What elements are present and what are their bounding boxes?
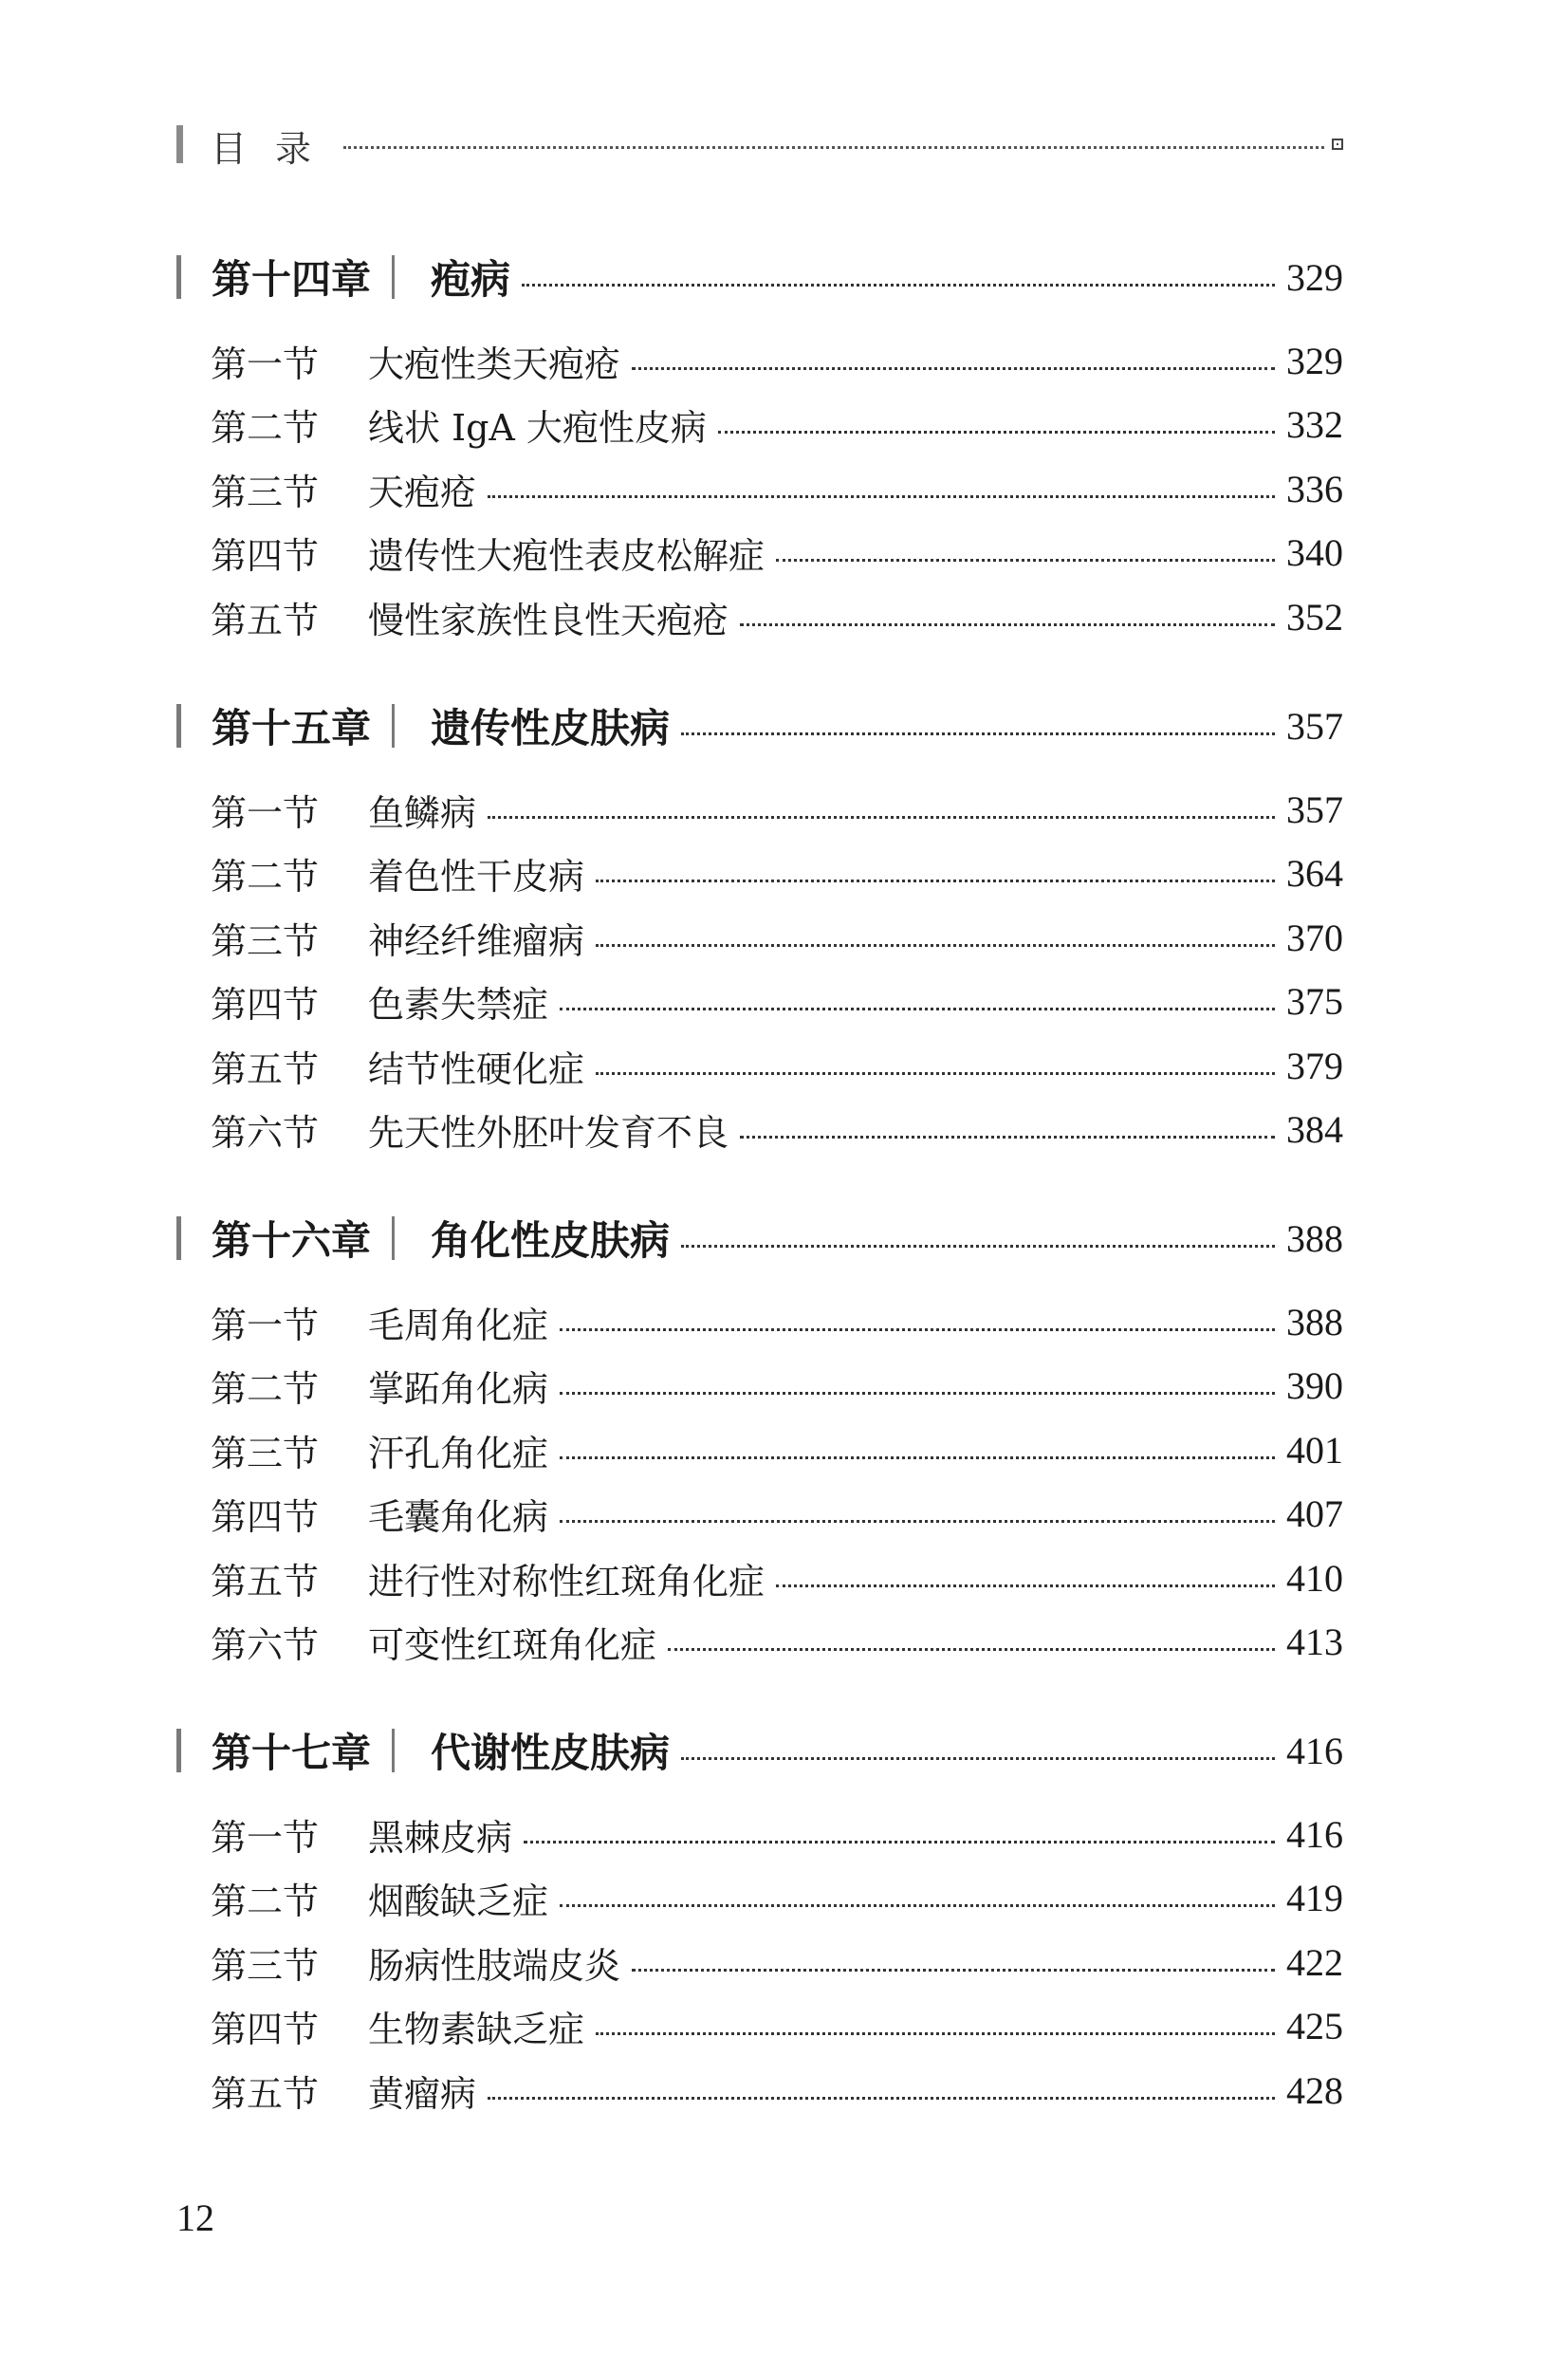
dot-leader bbox=[681, 1757, 1275, 1760]
section-number: 第三节 bbox=[211, 1944, 320, 1987]
header-dotted-rule bbox=[343, 146, 1324, 149]
section-page: 422 bbox=[1286, 1940, 1343, 1984]
section-number: 第三节 bbox=[211, 1432, 320, 1474]
section-number: 第五节 bbox=[211, 599, 320, 641]
chapter-separator bbox=[392, 704, 395, 748]
section-title: 毛周角化症 bbox=[368, 1304, 549, 1346]
chapter-title: 遗传性皮肤病 bbox=[431, 705, 671, 751]
section-number: 第六节 bbox=[211, 1112, 320, 1154]
dot-leader bbox=[596, 880, 1275, 882]
section-page: 379 bbox=[1286, 1044, 1343, 1087]
section-page: 428 bbox=[1286, 2068, 1343, 2112]
section-title: 鱼鳞病 bbox=[368, 791, 477, 834]
section-number: 第一节 bbox=[211, 791, 320, 834]
dot-leader bbox=[596, 944, 1275, 947]
dot-leader bbox=[560, 1392, 1275, 1395]
section-page: 413 bbox=[1286, 1621, 1343, 1663]
section-number: 第二节 bbox=[211, 856, 320, 898]
dot-leader bbox=[632, 1969, 1275, 1972]
dot-leader bbox=[681, 732, 1275, 735]
section-entry[interactable] bbox=[211, 1807, 1343, 1861]
section-page: 364 bbox=[1286, 852, 1343, 895]
section-number: 第二节 bbox=[211, 1881, 320, 1922]
section-title: 肠病性肢端皮炎 bbox=[368, 1944, 621, 1987]
section-title: 可变性红斑角化症 bbox=[368, 1624, 657, 1666]
section-page: 340 bbox=[1286, 531, 1343, 574]
chapter-bar bbox=[176, 1216, 181, 1260]
section-page: 329 bbox=[1286, 339, 1343, 382]
section-number: 第五节 bbox=[211, 1047, 320, 1090]
section-number: 第三节 bbox=[211, 471, 320, 513]
section-entry[interactable] bbox=[211, 1360, 1343, 1413]
section-page: 425 bbox=[1286, 2005, 1343, 2047]
dot-leader bbox=[596, 2032, 1275, 2035]
running-header bbox=[176, 121, 1343, 169]
chapter-bar bbox=[176, 704, 181, 748]
section-page: 407 bbox=[1286, 1492, 1343, 1535]
section-title: 色素失禁症 bbox=[368, 984, 549, 1026]
dot-leader bbox=[522, 284, 1275, 287]
section-number: 第五节 bbox=[211, 2072, 320, 2115]
section-entry[interactable] bbox=[211, 783, 1343, 836]
section-entry[interactable] bbox=[211, 527, 1343, 580]
dot-leader bbox=[776, 559, 1275, 562]
section-title: 结节性硬化症 bbox=[368, 1047, 585, 1090]
section-page: 332 bbox=[1286, 403, 1343, 446]
chapter-entry[interactable] bbox=[176, 249, 1343, 306]
chapter-title: 角化性皮肤病 bbox=[431, 1217, 671, 1264]
section-number: 第四节 bbox=[211, 1496, 320, 1538]
section-number: 第二节 bbox=[211, 407, 320, 449]
header-title: 目录 bbox=[211, 128, 341, 170]
chapter-page: 357 bbox=[1286, 704, 1343, 748]
section-title: 掌跖角化病 bbox=[368, 1368, 549, 1410]
section-entry[interactable] bbox=[211, 975, 1343, 1028]
section-title: 进行性对称性红斑角化症 bbox=[368, 1560, 766, 1603]
chapter-entry[interactable] bbox=[176, 1722, 1343, 1779]
dot-leader bbox=[740, 1136, 1275, 1139]
section-entry[interactable] bbox=[211, 1936, 1343, 1989]
section-number: 第四节 bbox=[211, 2009, 320, 2050]
section-number: 第三节 bbox=[211, 919, 320, 962]
dot-leader bbox=[632, 367, 1275, 370]
section-entry[interactable] bbox=[211, 2000, 1343, 2053]
header-bar bbox=[176, 125, 183, 163]
section-page: 384 bbox=[1286, 1108, 1343, 1151]
chapter-title: 代谢性皮肤病 bbox=[431, 1730, 671, 1776]
chapter-separator bbox=[392, 1216, 395, 1260]
section-title: 毛囊角化病 bbox=[368, 1496, 549, 1538]
chapter-number: 第十六章 bbox=[212, 1217, 372, 1264]
section-number: 第六节 bbox=[211, 1624, 320, 1666]
section-title: 烟酸缺乏症 bbox=[368, 1881, 549, 1922]
dot-leader bbox=[668, 1648, 1275, 1651]
dot-leader bbox=[718, 431, 1275, 434]
section-entry[interactable] bbox=[211, 2064, 1343, 2117]
chapter-page: 329 bbox=[1286, 255, 1343, 299]
section-entry[interactable] bbox=[211, 462, 1343, 515]
dot-leader bbox=[681, 1245, 1275, 1248]
chapter-page: 388 bbox=[1286, 1216, 1343, 1260]
dot-leader bbox=[560, 1328, 1275, 1331]
section-page: 388 bbox=[1286, 1300, 1343, 1343]
section-entry[interactable] bbox=[211, 1616, 1343, 1669]
section-page: 401 bbox=[1286, 1428, 1343, 1472]
section-entry[interactable] bbox=[211, 398, 1343, 452]
dot-leader bbox=[560, 1520, 1275, 1523]
section-entry[interactable] bbox=[211, 911, 1343, 964]
section-number: 第一节 bbox=[211, 1816, 320, 1859]
section-entry[interactable] bbox=[211, 1488, 1343, 1541]
chapter-entry[interactable] bbox=[176, 1210, 1343, 1267]
section-page: 357 bbox=[1286, 787, 1343, 831]
chapter-bar bbox=[176, 1729, 181, 1772]
section-number: 第二节 bbox=[211, 1368, 320, 1410]
section-title: 着色性干皮病 bbox=[368, 856, 585, 898]
chapter-number: 第十七章 bbox=[212, 1730, 372, 1776]
section-title: 神经纤维瘤病 bbox=[368, 919, 585, 962]
dot-leader bbox=[560, 1456, 1275, 1459]
section-number: 第四节 bbox=[211, 535, 320, 577]
header-end-mark-icon bbox=[1332, 139, 1343, 150]
section-number: 第四节 bbox=[211, 984, 320, 1026]
chapter-number: 第十四章 bbox=[212, 256, 372, 303]
section-title: 生物素缺乏症 bbox=[368, 2009, 585, 2050]
section-number: 第一节 bbox=[211, 1304, 320, 1346]
section-page: 390 bbox=[1286, 1364, 1343, 1407]
section-entry[interactable] bbox=[211, 1103, 1343, 1157]
section-page: 370 bbox=[1286, 916, 1343, 959]
chapter-separator bbox=[392, 255, 395, 299]
dot-leader bbox=[740, 623, 1275, 626]
section-entry[interactable] bbox=[211, 1039, 1343, 1092]
section-number: 第五节 bbox=[211, 1560, 320, 1603]
section-title: 线状 IgA 大疱性皮病 bbox=[368, 407, 707, 449]
section-entry[interactable] bbox=[211, 334, 1343, 387]
section-title: 慢性家族性良性天疱疮 bbox=[368, 599, 729, 641]
section-title: 汗孔角化症 bbox=[368, 1432, 549, 1474]
section-entry[interactable] bbox=[211, 1551, 1343, 1604]
chapter-title: 疱病 bbox=[431, 256, 511, 303]
dot-leader bbox=[560, 1904, 1275, 1907]
section-entry[interactable] bbox=[211, 590, 1343, 643]
dot-leader bbox=[488, 2097, 1275, 2100]
dot-leader bbox=[560, 1008, 1275, 1010]
dot-leader bbox=[596, 1072, 1275, 1075]
section-page: 352 bbox=[1286, 595, 1343, 639]
page-number: 12 bbox=[176, 2196, 214, 2239]
dot-leader bbox=[524, 1841, 1275, 1843]
section-title: 先天性外胚叶发育不良 bbox=[368, 1112, 729, 1154]
chapter-entry[interactable] bbox=[176, 697, 1343, 754]
chapter-page: 416 bbox=[1286, 1729, 1343, 1772]
section-page: 336 bbox=[1286, 467, 1343, 510]
section-number: 第一节 bbox=[211, 343, 320, 385]
section-title: 天疱疮 bbox=[368, 471, 477, 513]
chapter-number: 第十五章 bbox=[212, 705, 372, 751]
section-title: 遗传性大疱性表皮松解症 bbox=[368, 535, 766, 577]
section-page: 419 bbox=[1286, 1877, 1343, 1919]
section-page: 410 bbox=[1286, 1556, 1343, 1600]
section-entry[interactable] bbox=[211, 847, 1343, 900]
section-entry[interactable] bbox=[211, 1295, 1343, 1348]
section-title: 大疱性类天疱疮 bbox=[368, 343, 621, 385]
dot-leader bbox=[488, 816, 1275, 819]
section-title: 黑棘皮病 bbox=[368, 1816, 513, 1859]
chapter-separator bbox=[392, 1729, 395, 1772]
section-entry[interactable] bbox=[211, 1423, 1343, 1476]
section-entry[interactable] bbox=[211, 1872, 1343, 1925]
section-page: 416 bbox=[1286, 1812, 1343, 1856]
section-title: 黄瘤病 bbox=[368, 2072, 477, 2115]
dot-leader bbox=[488, 495, 1275, 498]
section-page: 375 bbox=[1286, 980, 1343, 1023]
chapter-bar bbox=[176, 255, 181, 299]
dot-leader bbox=[776, 1584, 1275, 1587]
